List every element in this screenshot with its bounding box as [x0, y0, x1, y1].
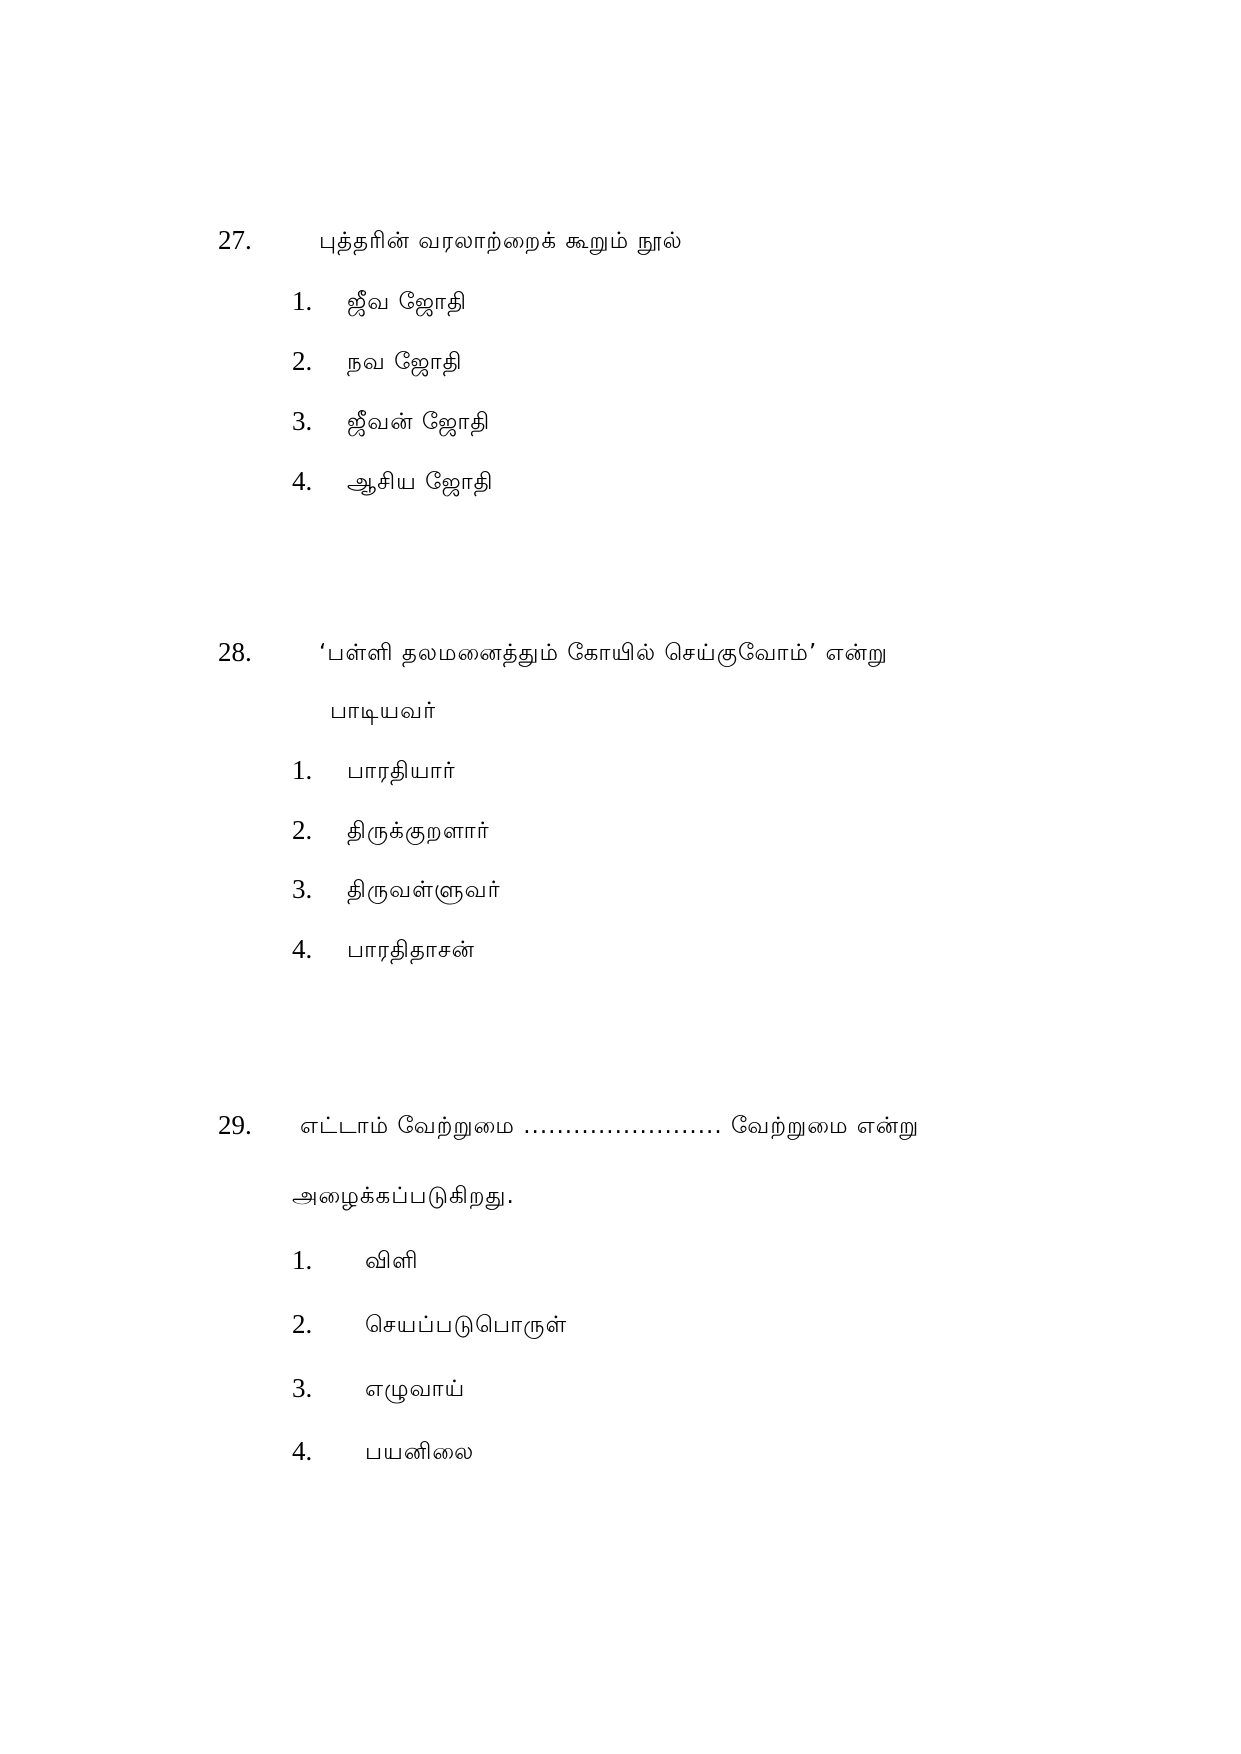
question-number: 27.	[218, 225, 252, 255]
option-number: 2.	[292, 815, 313, 845]
question-number: 28.	[218, 637, 252, 667]
option-number: 1.	[292, 1245, 313, 1275]
question-text-continued: அழைக்கப்படுகிறது.	[292, 1183, 515, 1209]
option-number: 3.	[292, 406, 313, 436]
option-text: பாரதியார்	[347, 758, 456, 784]
option-text: பயனிலை	[365, 1439, 475, 1465]
question-text: எட்டாம் வேற்றுமை ........................ வேற்றுமை என்று	[300, 1113, 920, 1139]
option-text: நவ ஜோதி	[347, 349, 463, 375]
option-number: 4.	[292, 466, 313, 496]
option-text: பாரதிதாசன்	[347, 937, 475, 963]
option-text: எழுவாய்	[365, 1376, 466, 1402]
option-number: 2.	[292, 346, 313, 376]
option-text: செயப்படுபொருள்	[365, 1312, 568, 1338]
option-text: ஜீவ ஜோதி	[347, 289, 467, 315]
option-number: 3.	[292, 1373, 313, 1403]
option-number: 4.	[292, 1436, 313, 1466]
option-number: 3.	[292, 874, 313, 904]
option-text: ஆசிய ஜோதி	[347, 469, 494, 495]
option-text: விளி	[365, 1248, 419, 1274]
question-text-continued: பாடியவர்	[330, 698, 437, 724]
question-text: புத்தரின் வரலாற்றைக் கூறும் நூல்	[319, 228, 683, 254]
option-text: ஜீவன் ஜோதி	[347, 409, 491, 435]
option-number: 2.	[292, 1309, 313, 1339]
option-number: 4.	[292, 934, 313, 964]
question-text: ‘பள்ளி தலமனைத்தும் கோயில் செய்குவோம்’ என்று	[319, 640, 889, 666]
option-number: 1.	[292, 286, 313, 316]
question-number: 29.	[218, 1110, 252, 1140]
option-number: 1.	[292, 755, 313, 785]
option-text: திருவள்ளுவர்	[347, 877, 501, 903]
option-text: திருக்குறளார்	[347, 818, 490, 844]
